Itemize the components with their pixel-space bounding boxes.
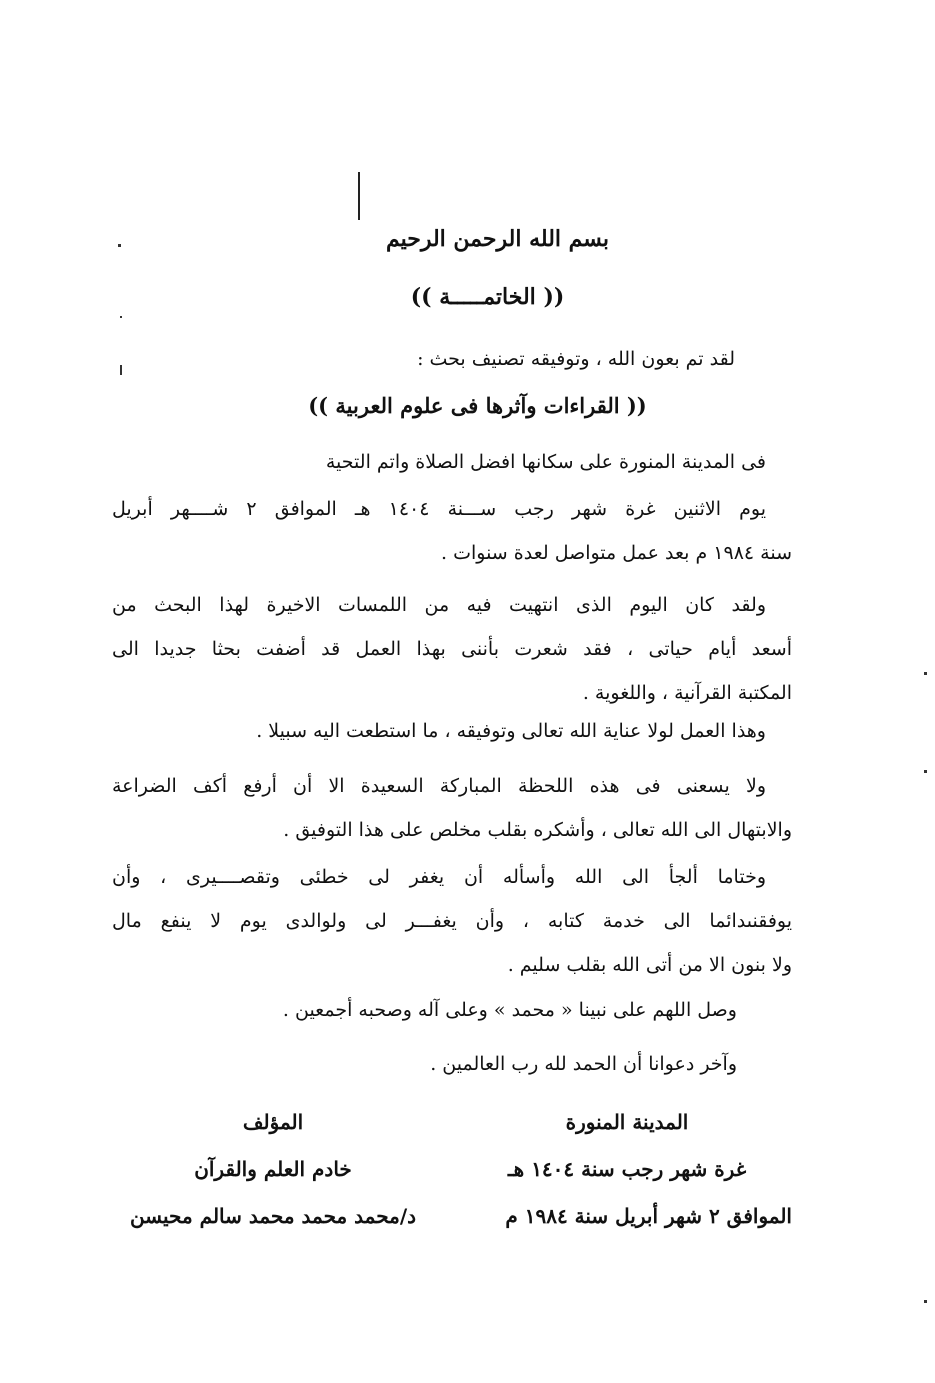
- author-role: خادم العلم والقرآن: [194, 1157, 352, 1181]
- paragraph-line: والابتهال الى الله تعالى ، وأشكره بقلب مخلص على هذا التوفيق .: [283, 819, 792, 841]
- paragraph: [112, 855, 792, 987]
- paragraph: [112, 583, 792, 715]
- paragraph-line: وختاما ألجأ الى الله وأسأله أن يغفر لى خطئى وتقصــــيرى ، وأن: [112, 866, 766, 888]
- intro-line: لقد تم بعون الله ، وتوفيقه تصنيف بحث :: [417, 348, 735, 370]
- signature-gregorian-date: الموافق ٢ شهر أبريل سنة ١٩٨٤ م: [505, 1204, 792, 1228]
- paragraph: [112, 487, 792, 575]
- paragraph: [112, 709, 792, 753]
- paragraph-line: ولا بنون الا من أتى الله بقلب سليم .: [507, 954, 792, 976]
- scan-speck: [120, 365, 122, 375]
- place-date-block: [462, 1110, 792, 1251]
- scan-speck: [924, 672, 927, 675]
- scan-speck: [924, 770, 927, 773]
- closing-line: وآخر دعوانا أن الحمد لله رب العالمين .: [430, 1053, 737, 1075]
- paragraph-line: المكتبة القرآنية ، واللغوية .: [582, 682, 792, 704]
- scan-speck: [924, 1300, 927, 1303]
- paragraph-line: يوفقنىدائما الى خدمة كتابه ، وأن يغفـــر لى ولوالدى يوم لا ينفع مال: [112, 910, 792, 932]
- basmala: بسم الله الرحمن الرحيم: [385, 226, 610, 252]
- signature-hijri-date: غرة شهر رجب سنة ١٤٠٤ هـ: [507, 1157, 747, 1181]
- paragraph-line: وهذا العمل لولا عناية الله تعالى وتوفيقه ، ما استطعت اليه سبيلا .: [256, 720, 766, 742]
- scan-speck: [120, 316, 122, 318]
- section-title: (( الخاتمـــــة )): [410, 284, 565, 310]
- paragraph: [112, 764, 792, 852]
- author-label: المؤلف: [242, 1110, 304, 1134]
- paragraph: [112, 440, 792, 484]
- paragraph-line: فى المدينة المنورة على سكانها افضل الصلاة واتم التحية: [325, 451, 766, 473]
- paragraph-line: ولا يسعنى فى هذه اللحظة المباركة السعيدة الا أن أرفع أكف الضراعة: [112, 775, 766, 797]
- paragraph-line: سنة ١٩٨٤ م بعد عمل متواصل لعدة سنوات .: [441, 542, 792, 564]
- author-name: د/محمد محمد محمد سالم محيسن: [129, 1204, 417, 1228]
- paragraph-line: ولقد كان اليوم الذى انتهيت فيه من اللمسات الاخيرة لهذا البحث من: [112, 594, 766, 616]
- paragraph-line: يوم الاثنين غرة شهر رجب ســـنة ١٤٠٤ هـ الموافق ٢ شــــهر أبريل: [112, 498, 767, 520]
- prayer-line: وصل اللهم على نبينا « محمد » وعلى آله وصحبه أجمعين .: [282, 999, 737, 1021]
- signature-city: المدينة المنورة: [565, 1110, 689, 1134]
- book-title: (( القراءات وآثرها فى علوم العربية )): [308, 393, 647, 418]
- paragraph-line: أسعد أيام حياتى ، فقد شعرت بأننى بهذا العمل قد أضفت بحثا جديدا الى: [112, 638, 792, 660]
- binding-mark: [358, 172, 360, 220]
- author-block: [118, 1110, 428, 1251]
